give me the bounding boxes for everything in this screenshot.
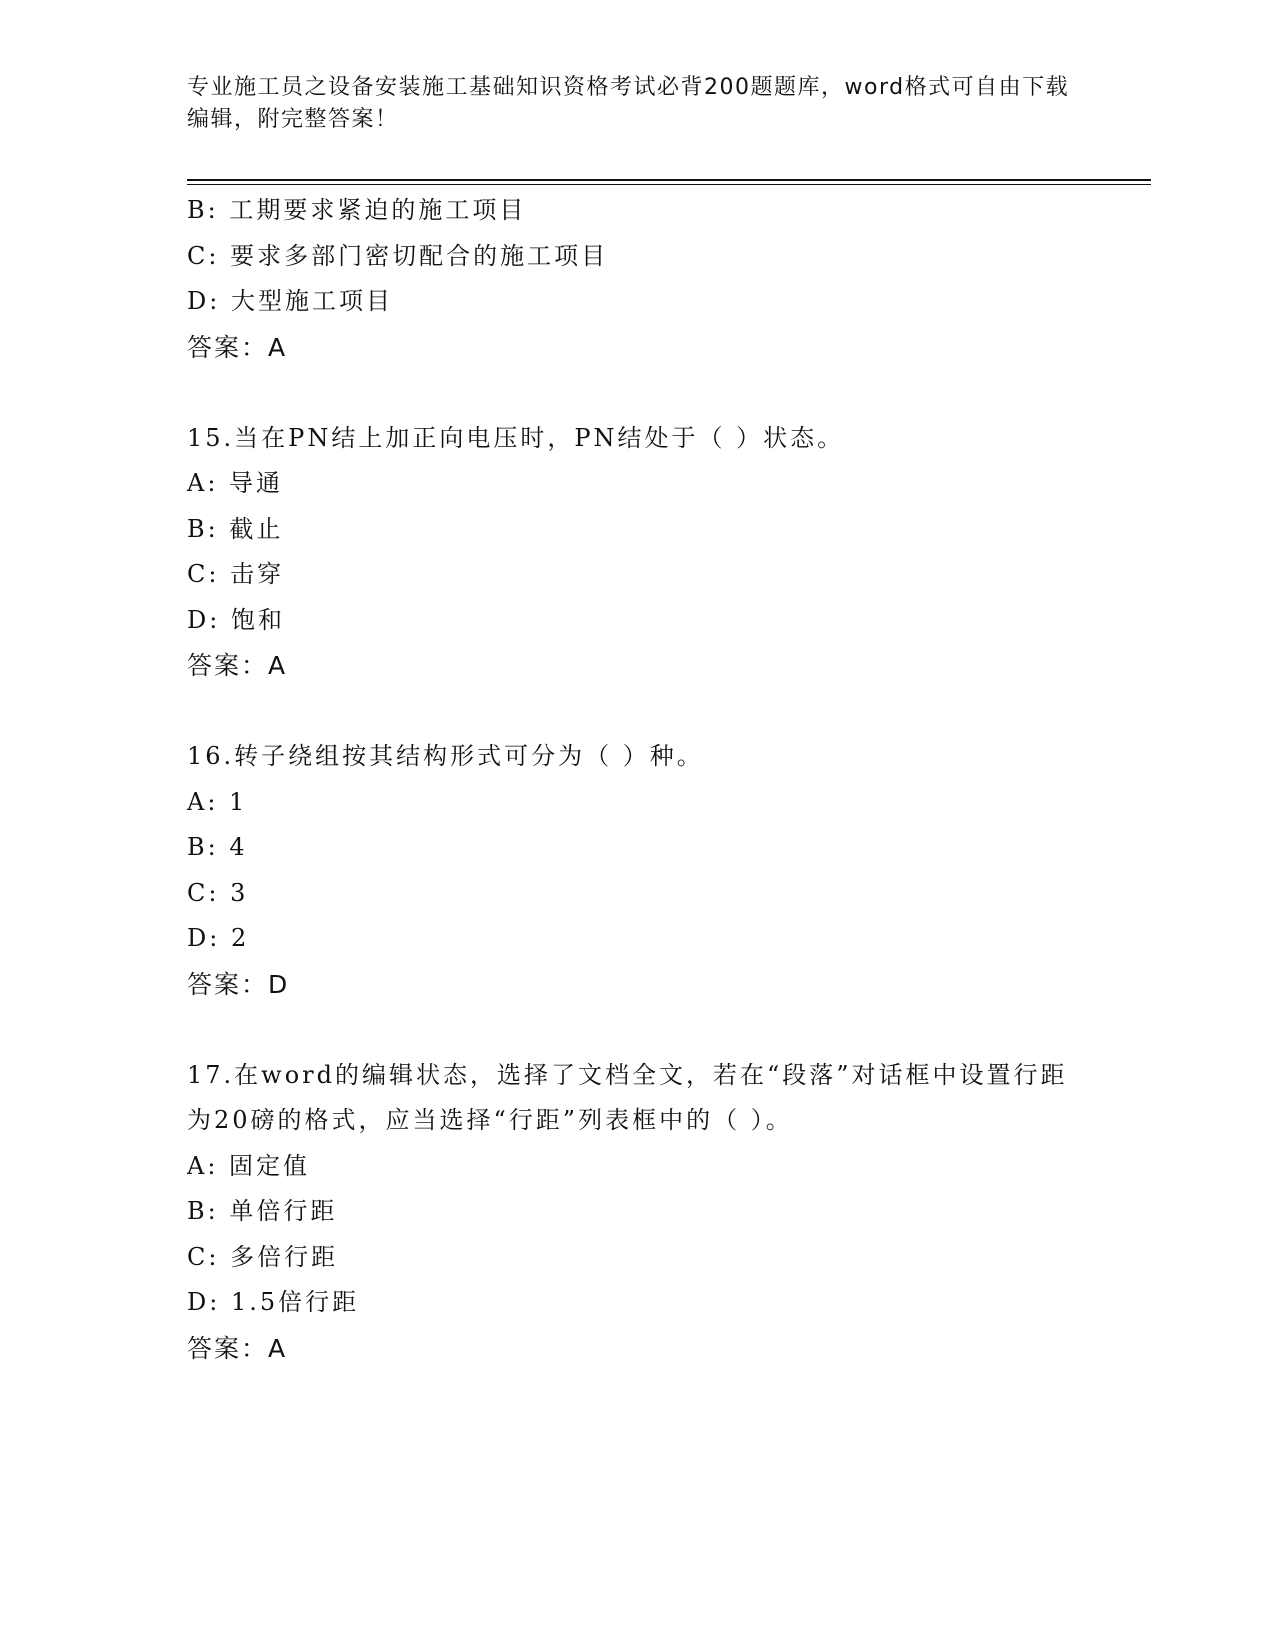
option-c: C: 要求多部门密切配合的施工项目 — [187, 241, 609, 270]
header-divider-bottom — [187, 184, 1151, 185]
option-d: D: 饱和 — [187, 605, 285, 634]
spacer — [187, 1007, 1077, 1053]
option-d: D: 1.5倍行距 — [187, 1288, 360, 1316]
option-c: C: 3 — [187, 878, 249, 907]
question-16 — [187, 734, 1077, 1007]
header-divider-top — [187, 179, 1151, 181]
option-b: B: 4 — [187, 833, 248, 861]
question-text: 15.当在PN结上加正向电压时，PN结处于（ ）状态。 — [187, 423, 845, 452]
option-a: A: 固定值 — [187, 1151, 311, 1180]
answer-line: 答案：A — [187, 332, 288, 362]
option-d: D: 2 — [187, 924, 250, 952]
spacer — [187, 370, 1077, 416]
spacer — [187, 689, 1077, 735]
option-d: D: 大型施工项目 — [187, 287, 393, 315]
option-a: A: 导通 — [187, 469, 284, 497]
document-body — [187, 188, 1077, 1371]
option-a: A: 1 — [187, 787, 248, 816]
question-carryover — [187, 188, 1077, 370]
question-17 — [187, 1053, 1077, 1372]
option-b: B: 截止 — [187, 514, 284, 543]
option-b: B: 工期要求紧迫的施工项目 — [187, 196, 527, 224]
question-text: 17.在word的编辑状态，选择了文档全文，若在“段落”对话框中设置行距为20磅的格式，应当选择“行距”列表框中的（ ）。 — [187, 1060, 1068, 1134]
option-b: B: 单倍行距 — [187, 1197, 338, 1225]
answer-line: 答案：A — [187, 651, 288, 680]
document-header: 专业施工员之设备安装施工基础知识资格考试必背200题题库，word格式可自由下载编辑，附完整答案！ — [187, 75, 1070, 132]
question-15 — [187, 416, 1077, 689]
answer-line: 答案：A — [187, 1333, 288, 1363]
option-c: C: 击穿 — [187, 560, 285, 588]
question-text: 16.转子绕组按其结构形式可分为（ ）种。 — [187, 742, 704, 770]
option-c: C: 多倍行距 — [187, 1242, 339, 1271]
answer-line: 答案：D — [187, 969, 290, 999]
